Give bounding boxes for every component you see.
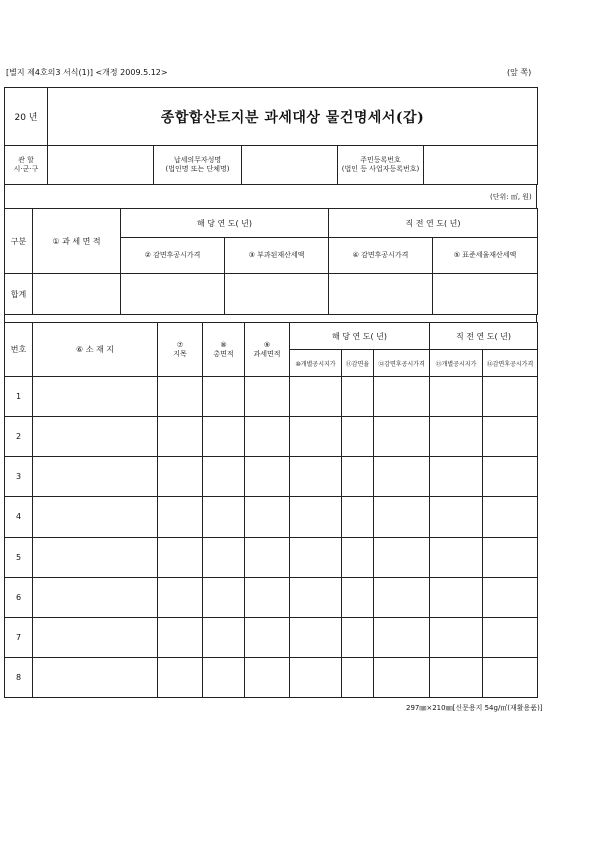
summary-col-2-header: ② 감면후공시가격 [121,238,225,274]
table-gap [4,314,537,322]
total-col-3-cell[interactable] [225,274,329,315]
taxable-area-number: ⑨ [263,340,271,349]
detail-cell[interactable] [33,497,158,537]
detail-cell[interactable] [430,617,483,657]
row-number: 1 [5,377,33,417]
detail-cell[interactable] [290,417,342,457]
detail-prev-year-header: 직 전 연 도( 년) [430,323,538,350]
detail-cell[interactable] [374,657,430,697]
detail-cell[interactable] [245,377,290,417]
jurisdiction-label-top: 관 할 [18,156,34,164]
detail-cell[interactable] [245,497,290,537]
taxpayer-name-label-top: 납세의무자성명 [173,156,222,164]
detail-cell[interactable] [203,377,245,417]
detail-cell[interactable] [430,577,483,617]
detail-cell[interactable] [158,617,203,657]
detail-cell[interactable] [203,417,245,457]
detail-cell[interactable] [33,537,158,577]
jurisdiction-field[interactable] [48,146,154,185]
taxable-area-header: ① 과 세 면 적 [33,209,121,274]
detail-col-11-header: ⑪감면율 [342,350,374,377]
detail-cell[interactable] [33,377,158,417]
info-table [4,145,538,185]
detail-cell[interactable] [158,497,203,537]
row-number: 5 [5,537,33,577]
detail-cell[interactable] [290,497,342,537]
registration-number-label-bottom: (법인 등 사업자등록번호) [341,165,420,173]
detail-cell[interactable] [483,577,538,617]
detail-cell[interactable] [483,377,538,417]
detail-cell[interactable] [374,537,430,577]
detail-cell[interactable] [342,497,374,537]
detail-cell[interactable] [430,377,483,417]
detail-cell[interactable] [374,457,430,497]
detail-current-year-header: 해 당 연 도( 년) [290,323,430,350]
detail-cell[interactable] [374,377,430,417]
total-col-2-cell[interactable] [121,274,225,315]
table-row [5,617,538,657]
location-header: ⑥ 소 재 지 [33,323,158,377]
detail-cell[interactable] [158,577,203,617]
total-area-cell[interactable] [33,274,121,315]
row-number: 6 [5,577,33,617]
detail-cell[interactable] [342,537,374,577]
detail-cell[interactable] [430,457,483,497]
detail-cell[interactable] [203,577,245,617]
detail-cell[interactable] [342,377,374,417]
detail-cell[interactable] [203,617,245,657]
detail-cell[interactable] [245,577,290,617]
detail-cell[interactable] [483,537,538,577]
detail-cell[interactable] [430,537,483,577]
table-row [5,417,538,457]
detail-cell[interactable] [483,497,538,537]
jurisdiction-label [5,146,48,185]
land-category-label: 지목 [173,349,187,358]
land-category-number: ⑦ [176,340,184,349]
land-category-header [158,323,203,377]
paper-spec-footer: 297㎜×210㎜[신문용지 54g/㎡(재활용품)] [406,704,543,712]
taxpayer-name-label [154,146,242,185]
detail-cell[interactable] [245,537,290,577]
detail-cell[interactable] [290,577,342,617]
detail-cell[interactable] [483,417,538,457]
detail-cell[interactable] [33,657,158,697]
detail-cell[interactable] [342,457,374,497]
registration-number-label [338,146,424,185]
detail-cell[interactable] [290,537,342,577]
unit-note: (단위: ㎡, 원) [490,193,532,201]
document-title: 종합합산토지분 과세대상 물건명세서(갑) [48,88,538,146]
detail-cell[interactable] [342,617,374,657]
table-row [5,577,538,617]
form-reference: [별지 제4호의3 서식(1)] <개정 2009.5.12> [6,68,168,77]
detail-cell[interactable] [342,577,374,617]
table-row [5,657,538,697]
detail-col-14-header: ⑭감면후공시가격 [483,350,538,377]
summary-col-5-header: ⑤ 표준세율재산세액 [433,238,538,274]
detail-cell[interactable] [245,417,290,457]
summary-category-header: 구분 [5,209,33,274]
row-number: 3 [5,457,33,497]
detail-cell[interactable] [483,617,538,657]
jurisdiction-label-bottom: 시·군·구 [13,165,39,173]
detail-cell[interactable] [245,657,290,697]
detail-cell[interactable] [158,537,203,577]
detail-cell[interactable] [483,457,538,497]
row-number: 2 [5,417,33,457]
total-area-number: ⑧ [220,340,227,349]
detail-no-header: 번호 [5,323,33,377]
detail-cell[interactable] [203,657,245,697]
summary-col-3-header: ③ 부과된재산세액 [225,238,329,274]
total-area-label: 총면적 [213,349,234,358]
detail-cell[interactable] [158,457,203,497]
detail-cell[interactable] [374,497,430,537]
detail-cell[interactable] [33,617,158,657]
detail-cell[interactable] [33,417,158,457]
taxpayer-name-field[interactable] [242,146,338,185]
summary-current-year-header: 해 당 연 도( 년) [121,209,329,238]
total-col-4-cell[interactable] [329,274,433,315]
detail-cell[interactable] [374,577,430,617]
summary-col-4-header: ④ 감면후공시가격 [329,238,433,274]
table-row [5,457,538,497]
detail-cell[interactable] [290,617,342,657]
detail-cell[interactable] [158,657,203,697]
detail-cell[interactable] [483,657,538,697]
detail-cell[interactable] [33,577,158,617]
taxable-area-detail-header [245,323,290,377]
unit-note-row [4,184,537,208]
row-number: 8 [5,657,33,697]
total-col-5-cell[interactable] [433,274,538,315]
total-area-header [203,323,245,377]
registration-number-field[interactable] [424,146,538,185]
year-cell[interactable]: 20 년 [5,88,48,146]
detail-table [4,322,538,698]
detail-col-10-header: ⑩개별공시지가 [290,350,342,377]
summary-table [4,208,538,315]
row-number: 4 [5,497,33,537]
taxpayer-name-label-bottom: (법인명 또는 단체명) [165,165,230,173]
table-row [5,377,538,417]
page-side-label: (앞 쪽) [507,68,532,77]
detail-cell[interactable] [374,617,430,657]
detail-cell[interactable] [245,617,290,657]
detail-cell[interactable] [342,657,374,697]
detail-cell[interactable] [158,417,203,457]
detail-cell[interactable] [158,377,203,417]
detail-cell[interactable] [290,457,342,497]
detail-cell[interactable] [203,457,245,497]
detail-cell[interactable] [430,417,483,457]
total-row-label: 합계 [5,274,33,315]
detail-cell[interactable] [203,537,245,577]
detail-cell[interactable] [342,417,374,457]
row-number: 7 [5,617,33,657]
detail-cell[interactable] [374,417,430,457]
detail-cell[interactable] [290,657,342,697]
detail-cell[interactable] [290,377,342,417]
detail-cell[interactable] [203,497,245,537]
detail-cell[interactable] [430,497,483,537]
detail-cell[interactable] [430,657,483,697]
detail-col-13-header: ⑬개별공시지가 [430,350,483,377]
detail-col-12-header: ⑫감면후공시가격 [374,350,430,377]
taxable-area-label: 과세면적 [253,349,281,358]
table-row [5,537,538,577]
detail-cell[interactable] [245,457,290,497]
detail-cell[interactable] [33,457,158,497]
table-row [5,497,538,537]
summary-prev-year-header: 직 전 연 도( 년) [329,209,538,238]
registration-number-label-top: 주민등록번호 [360,156,401,164]
title-table [4,87,538,146]
